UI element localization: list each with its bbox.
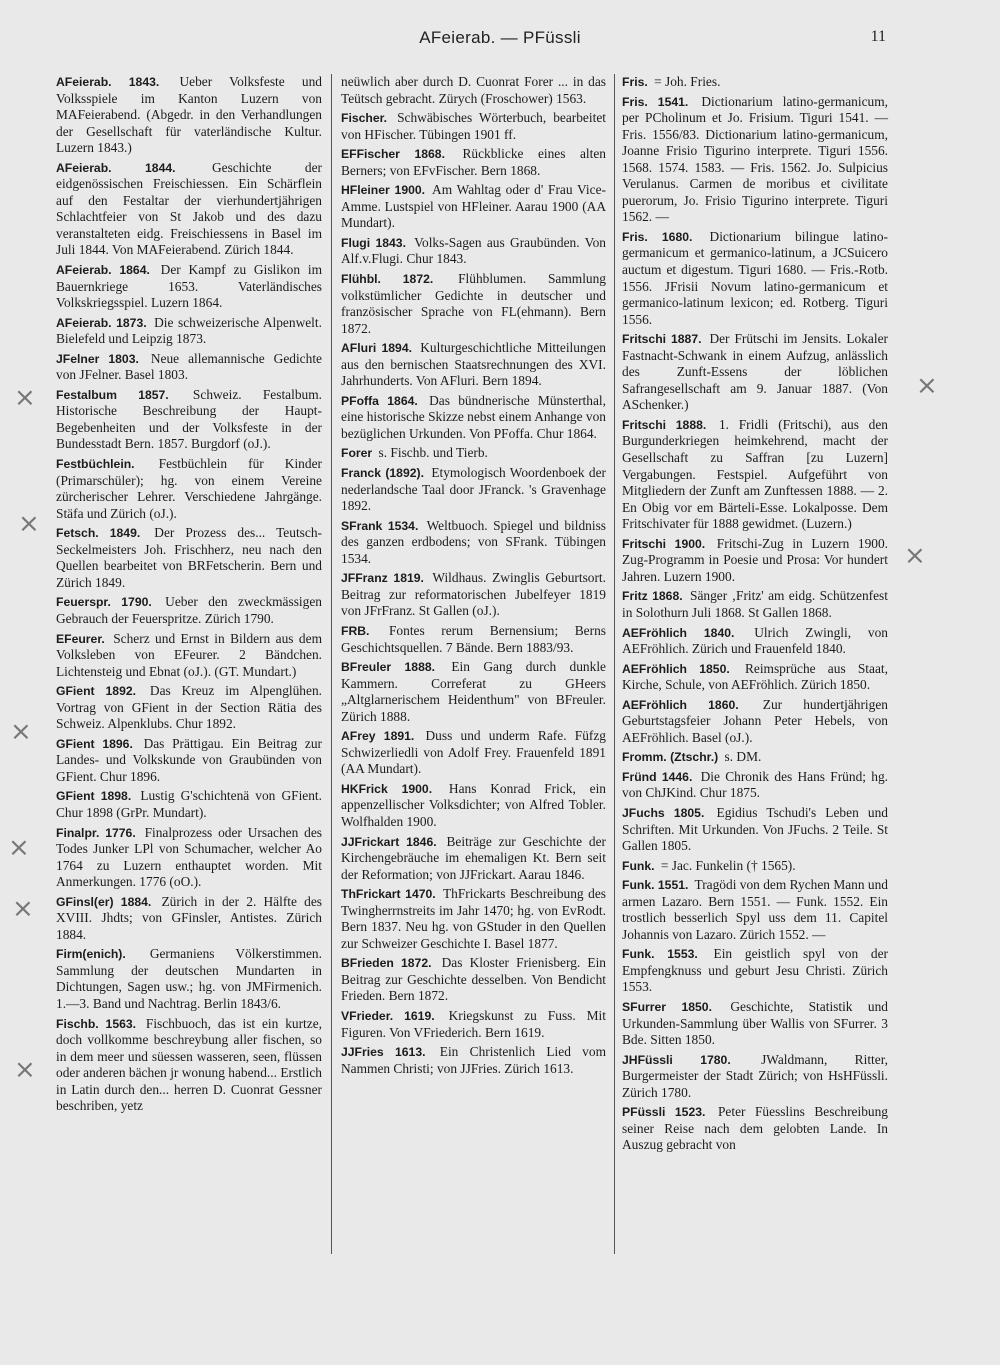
entry-abbreviation: EFFischer 1868. <box>341 147 445 162</box>
column-3 <box>622 74 888 1157</box>
entry-abbreviation: Fromm. (Ztschr.) <box>622 750 719 765</box>
entry-abbreviation: Festbüchlein. <box>56 457 135 472</box>
bibliography-entry <box>622 229 888 328</box>
bibliography-entry <box>341 518 606 568</box>
bibliography-entry <box>622 697 888 747</box>
entry-description: Der Prozess des... Teutsch-Seckelmeisters Joh. Frischherz, neu nach den Quellen bearbeitet von BRFetscherin. Bern und Zürich 1849. <box>56 525 322 590</box>
bibliography-entry <box>622 331 888 414</box>
entry-abbreviation: VFrieder. 1619. <box>341 1008 435 1023</box>
entry-description: Kulturgeschichtliche Mitteilungen aus den bernischen Staatsrechnungen des XVI. Jahrhunderts. Von AFluri. Bern 1894. <box>341 340 606 389</box>
bibliography-entry <box>56 262 322 312</box>
entry-abbreviation: GFient 1896. <box>56 736 133 751</box>
continued-entry-text: neüwlich aber durch D. Cuonrat Forer ... in das Teütsch gebracht. Zürych (Froschower) 1563. <box>341 74 606 106</box>
pencil-mark: ⨯ <box>916 370 938 400</box>
entry-description: Ulrich Zwingli, von AEFröhlich. Zürich und Frauenfeld 1840. <box>622 624 888 657</box>
entry-abbreviation: Fetsch. 1849. <box>56 526 141 541</box>
entry-description: Der Frütschi im Jensits. Lokaler Fastnacht-Schwank in einem Aufzug, anlässlich des Zunft-Essens der löblichen Safrangesellschaft am 9. Januar 1887. (Von ASchenker.) <box>622 331 888 413</box>
entry-description: Ein Christenlich Lied vom Nammen Christi; von JJFries. Zürich 1613. <box>341 1044 606 1076</box>
entry-description: Das bündnerische Münsterthal, eine historische Skizze nebst einem Anhange von bezüglichen Urkunden. Von PFoffa. Chur 1864. <box>341 392 606 441</box>
column-divider <box>614 74 615 1254</box>
entry-abbreviation: BFrieden 1872. <box>341 956 432 971</box>
entry-description: Das Kloster Frienisberg. Ein Beitrag zur Geschichte desselben. Von Bendicht Frieden. Bern 1872. <box>341 955 606 1004</box>
bibliography-entry <box>56 788 322 821</box>
entry-description: Geschichte der eidgenössischen Freischiessen. Ein Schärflein auf den Festaltar der vierhundertjährigen Schlachtfeier von St Jakob und des dazu veranstalteten eidg. Freischiessens in Basel im Juli 1844. Von MAFeierabend. Zürich 1844. <box>56 159 322 258</box>
pencil-mark: ⨯ <box>18 508 40 538</box>
entry-description: Reimsprüche aus Staat, Kirche, Schule, von AEFröhlich. Zürich 1850. <box>622 660 888 693</box>
bibliography-entry <box>56 736 322 786</box>
bibliography-entry <box>622 946 888 996</box>
entry-abbreviation: Feuerspr. 1790. <box>56 595 152 610</box>
entry-abbreviation: JHFüssli 1780. <box>622 1052 731 1067</box>
entry-abbreviation: AFeierab. 1873. <box>56 315 147 330</box>
bibliography-entry <box>622 94 888 226</box>
bibliography-entry <box>622 1052 888 1102</box>
entry-abbreviation: JFuchs 1805. <box>622 805 705 820</box>
entry-abbreviation: Fründ 1446. <box>622 769 693 784</box>
entry-description: Tragödi von dem Rychen Mann und armen Lazaro. Bern 1551. — Funk. 1552. Ein trostlich besserlich Spyl uss dem 11. Capitel Johannis von Lazaro. Zürich 1552. — <box>622 877 888 942</box>
entry-abbreviation: Flühbl. 1872. <box>341 272 434 287</box>
entry-abbreviation: JJFrickart 1846. <box>341 834 437 849</box>
entry-abbreviation: AFeierab. 1864. <box>56 263 150 278</box>
bibliography-entry <box>341 659 606 725</box>
entry-abbreviation: Fris. <box>622 75 648 89</box>
bibliography-entry <box>56 825 322 891</box>
entry-description: Dictionarium bilingue latino-germanicum et germanico-latinum, a JCSuicero auctum et digestum. Tiguri 1680. — Fris.-Rotb. 1556. JFrisii Novum latino-germanicum et germanico-latinum lexicon; ed. Rotberg. Tiguri 1556. <box>622 228 889 327</box>
entry-abbreviation: AFluri 1894. <box>341 341 412 356</box>
entry-abbreviation: JJFries 1613. <box>341 1045 426 1060</box>
entry-abbreviation: Fritschi 1887. <box>622 332 702 347</box>
bibliography-entry <box>622 805 888 855</box>
entry-description: JWaldmann, Ritter, Burgermeister der Stadt Zürich; von HsHFüssli. Zürich 1780. <box>622 1051 888 1100</box>
bibliography-entry <box>622 417 888 533</box>
entry-abbreviation: AFeierab. 1844. <box>56 160 176 175</box>
running-header: AFeierab. — PFüssli <box>419 28 581 47</box>
bibliography-entry <box>622 858 888 875</box>
entry-description: Rückblicke eines alten Berners; von EFvFischer. Bern 1868. <box>341 146 606 178</box>
entry-abbreviation: Festalbum 1857. <box>56 387 169 402</box>
entry-description: = Joh. Fries. <box>654 74 721 89</box>
page-number: 11 <box>870 28 886 45</box>
bibliography-entry <box>56 456 322 522</box>
bibliography-entry <box>56 1016 322 1115</box>
bibliography-entry <box>341 182 606 232</box>
bibliography-entry <box>56 894 322 944</box>
entry-abbreviation: HKFrick 1900. <box>341 781 433 796</box>
pencil-mark: ⨯ <box>904 540 926 570</box>
bibliography-entry <box>341 146 606 179</box>
entry-abbreviation: GFinsl(er) 1884. <box>56 894 152 909</box>
pencil-mark: ⨯ <box>14 382 36 412</box>
entry-abbreviation: Finalpr. 1776. <box>56 825 136 840</box>
pencil-mark: ⨯ <box>10 716 32 746</box>
bibliography-entry <box>341 623 606 656</box>
entry-abbreviation: GFient 1898. <box>56 789 132 804</box>
bibliography-entry <box>622 536 888 586</box>
entry-description: Schwäbisches Wörterbuch, bearbeitet von HFischer. Tübingen 1901 ff. <box>341 110 606 142</box>
column-2 <box>341 74 606 1080</box>
entry-abbreviation: AFeierab. 1843. <box>56 75 160 89</box>
entry-description: Fritschi-Zug in Luzern 1900. Zug-Programm in Poesie und Prosa: Vor hundert Jahren. Luzern 1900. <box>622 535 889 584</box>
entry-description: Duss und underm Rafe. Füfzg Schwizerliedli von Adolf Frey. Frauenfeld 1891 (AA Mundart). <box>341 728 606 777</box>
bibliography-entry <box>56 160 322 259</box>
bibliography-entry <box>341 781 606 831</box>
entry-description: Schweiz. Festalbum. Historische Beschreibung der Haupt-Begebenheiten und der Volksfeste in der Bundesstadt Bern. 1857. Burgdorf (oJ.). <box>56 386 322 452</box>
entry-description: Zur hundertjährigen Geburtstagsfeier Johann Peter Hebels, von AEFröhlich. Basel (oJ.). <box>622 696 888 745</box>
bibliography-entry <box>341 465 606 515</box>
entry-description: Neue allemannische Gedichte von JFelner. Basel 1803. <box>56 350 322 383</box>
entry-description: Flühblumen. Sammlung volkstümlicher Gedichte in deutscher und französischer Sprache von FL(ehmann). Bern 1872. <box>341 271 606 336</box>
bibliography-entry <box>622 877 888 943</box>
entry-abbreviation: PFoffa 1864. <box>341 393 418 408</box>
entry-description: Volks-Sagen aus Graubünden. Von Alf.v.Flugi. Chur 1843. <box>341 234 606 267</box>
entry-description: Peter Füesslins Beschreibung seiner Reise nach dem gelobten Lande. In Auszug gebracht von <box>622 1104 888 1153</box>
bibliography-entry <box>622 74 888 91</box>
entry-description: Ueber den zweckmässigen Gebrauch der Feuerspritze. Zürich 1790. <box>56 594 322 626</box>
bibliography-entry <box>341 235 606 268</box>
entry-description: Zürich in der 2. Hälfte des XVIII. Jhdts; von GFinsler, Antistes. Zürich 1884. <box>56 893 323 942</box>
entry-abbreviation: Fris. 1680. <box>622 229 693 244</box>
entry-description: Am Wahltag oder d' Frau Vice-Amme. Lustspiel von HFleiner. Aarau 1900 (AA Mundart). <box>341 182 606 231</box>
entry-abbreviation: Fris. 1541. <box>622 94 689 109</box>
entry-abbreviation: GFient 1892. <box>56 684 137 699</box>
entry-abbreviation: JFelner 1803. <box>56 351 139 366</box>
entry-abbreviation: Forer <box>341 446 373 461</box>
entry-description: Lustig G'schichtenä von GFient. Chur 1898 (GrPr. Mundart). <box>56 788 322 820</box>
entry-abbreviation: Fritschi 1888. <box>622 417 707 432</box>
bibliography-entry <box>622 625 888 658</box>
entry-abbreviation: AEFröhlich 1850. <box>622 661 730 676</box>
entry-description: Die schweizerische Alpenwelt. Bielefeld und Leipzig 1873. <box>56 314 322 347</box>
entry-description: s. Fischb. und Tierb. <box>378 445 488 461</box>
entry-abbreviation: PFüssli 1523. <box>622 1105 706 1120</box>
bibliography-entry <box>341 1044 606 1077</box>
bibliography-entry <box>341 1008 606 1041</box>
bibliography-entry <box>56 594 322 627</box>
bibliography-entry <box>341 728 606 778</box>
bibliography-entry <box>56 351 322 384</box>
entry-abbreviation: Fritschi 1900. <box>622 536 706 551</box>
bibliography-entry <box>56 74 322 157</box>
entry-description: Das Kreuz im Alpenglühen. Vortrag von GFient in der Section Rätia des Schweiz. Alpenklubs. Chur 1892. <box>56 683 322 732</box>
entry-description: Ein Gang durch dunkle Kammern. Correferat zu GHeers „Altglarnerischem Heidenthum" von BFreuler. Zürich 1888. <box>341 659 606 724</box>
pencil-mark: ⨯ <box>12 893 34 923</box>
bibliography-entry <box>56 683 322 733</box>
entry-abbreviation: Fischb. 1563. <box>56 1016 137 1031</box>
entry-description: ThFrickarts Beschreibung des Twingherrnstreits im Jahr 1470; hg. von EvRodt. Bern 1837. Neu hg. von GStuder in den Quellen zur Schweizer Geschichte I. Basel 1877. <box>341 886 606 951</box>
bibliography-entry <box>622 749 888 766</box>
entry-description: Sänger ‚Fritz' am eidg. Schützenfest in Solothurn Juli 1868. St Gallen 1868. <box>622 588 888 620</box>
bibliography-entry <box>341 834 606 884</box>
entry-abbreviation: Funk. 1551. <box>622 878 689 893</box>
bibliography-entry <box>341 445 606 462</box>
bibliography-entry <box>341 340 606 390</box>
entry-abbreviation: SFrank 1534. <box>341 518 419 533</box>
pencil-mark: ⨯ <box>8 832 30 862</box>
bibliography-entry <box>622 1104 888 1154</box>
entry-abbreviation: Fritz 1868. <box>622 589 683 604</box>
bibliography-entry <box>341 271 606 337</box>
entry-description: Fischbuoch, das ist ein kurtze, doch vollkomme beschreybung aller fischen, so in dem meer und süessen wasseren, seen, flüssen oder anderen bächen jr wonung habend... Erstlich in Latin durch den... herren D. Cuonrat Gessner beschriben, yetz <box>56 1015 322 1114</box>
entry-description: Weltbuoch. Spiegel und bildniss des ganzen erdbodens; von SFrank. Tübingen 1534. <box>341 517 606 566</box>
entry-description: s. DM. <box>724 749 762 765</box>
entry-description: Geschichte, Statistik und Urkunden-Sammlung über Wallis von SFurrer. 3 Bde. Sitten 1850. <box>622 998 888 1048</box>
entry-description: Finalprozess oder Ursachen des Todes Junker LPl von Schumacher, welcher Ao 1764 zu Luzern enthauptet worden. Mit Anmerkungen. 1776 (oO.). <box>56 824 322 890</box>
entry-description: Fontes rerum Bernensium; Berns Geschichtsquellen. 7 Bände. Bern 1883/93. <box>341 622 606 655</box>
entry-abbreviation: JFFranz 1819. <box>341 571 424 586</box>
bibliography-entry <box>341 886 606 952</box>
bibliography-entry <box>622 661 888 694</box>
entry-abbreviation: FRB. <box>341 623 370 638</box>
entry-description: Der Kampf zu Gislikon im Bauernkriege 1653. Vaterländisches Volkskriegsspiel. Luzern 1864. <box>56 262 322 311</box>
entry-description: Kriegskunst zu Fuss. Mit Figuren. Von VFriederich. Bern 1619. <box>341 1007 606 1040</box>
entry-description: = Jac. Funkelin († 1565). <box>660 857 796 873</box>
bibliography-entry <box>341 110 606 143</box>
entry-description: Etymologisch Woordenboek der nederlandsche Taal door JFranck. 's Gravenhage 1892. <box>341 465 607 514</box>
entry-description: Scherz und Ernst in Bildern aus dem Volksleben von EFeurer. 2 Bändchen. Lichtensteig und Ebnat (oJ.). (GT. Mundart.) <box>56 630 322 679</box>
entry-description: Ein geistlich spyl von der Empfengknuss und geburt Jesu Christi. Zürich 1553. <box>622 946 888 995</box>
entry-abbreviation: AFrey 1891. <box>341 729 415 744</box>
entry-description: 1. Fridli (Fritschi), aus den Burgunderkriegen heimkehrend, macht der Gesellschaft zu Saffran [zu Luzern] Vergabungen. Festspiel. Aufgeführt von Mitgliedern der Zunft am Zunftessen 1888. — 2. En Obig vor em Bärteli-Esse. Lokalposse. Dem Fritschivater für 1888 gewidmet. (Luzern.) <box>622 416 888 532</box>
entry-abbreviation: Flugi 1843. <box>341 235 406 250</box>
entry-abbreviation: AEFröhlich 1860. <box>622 697 739 712</box>
entry-abbreviation: EFeurer. <box>56 631 105 646</box>
entry-description: Die Chronik des Hans Fründ; hg. von ChJKind. Chur 1875. <box>622 768 888 801</box>
bibliography-entry <box>56 631 322 681</box>
entry-description: Das Prättigau. Ein Beitrag zur Landes- und Volkskunde von Graubünden von GFient. Chur 1896. <box>56 735 323 784</box>
entry-abbreviation: Funk. <box>622 858 655 873</box>
bibliography-entry <box>56 387 322 453</box>
bibliography-entry <box>341 393 606 443</box>
entry-abbreviation: SFurrer 1850. <box>622 999 712 1014</box>
entry-description: Festbüchlein für Kinder (Primarschüler); hg. von einem Vereine zürcherischer Lehrer. Verschiedene Jahrgänge. Stäfa und Zürich (oJ.). <box>56 456 322 521</box>
entry-description: Egidius Tschudi's Leben und Schriften. Mit Urkunden. Von JFuchs. 2 Teile. St Gallen 1805. <box>622 804 888 854</box>
bibliography-entry <box>622 999 888 1049</box>
bibliography-entry <box>341 570 606 620</box>
entry-description: Wildhaus. Zwinglis Geburtsort. Beitrag zur reformatorischen Jubelfeyer 1819 von JFrFranz. St Gallen (oJ.). <box>341 570 607 619</box>
column-1 <box>56 74 322 1118</box>
entry-abbreviation: BFreuler 1888. <box>341 660 436 675</box>
bibliography-entry <box>622 588 888 621</box>
entry-description: Germaniens Völkerstimmen. Sammlung der deutschen Mundarten in Dichtungen, Sagen usw.; hg. von JMFirmenich. 1.—3. Band und Nachtrag. Berlin 1843/6. <box>56 946 322 1011</box>
entry-description: Beiträge zur Geschichte der Kirchengebräuche im ehemaligen Kt. Bern seit der Reformation; von JJFrickart. Aarau 1846. <box>341 833 606 882</box>
entry-abbreviation: Firm(enich). <box>56 947 126 962</box>
entry-abbreviation: Franck (1892). <box>341 466 424 481</box>
entry-description: Ueber Volksfeste und Volksspiele im Kanton Luzern von MAFeierabend. (Abgedr. in den Verhandlungen der Gesellschaft für vaterländische Kultur. Luzern 1843.) <box>56 74 322 156</box>
entry-abbreviation: Fischer. <box>341 111 388 126</box>
bibliography-entry <box>622 769 888 802</box>
bibliography-entry <box>56 315 322 348</box>
entry-description: Dictionarium latino-germanicum, per PCholinum et Jo. Frisium. Tiguri 1541. — Fris. 1556/83. Dictionarium latino-germanicum, Joanne Frisio Tigurino interprete. Tiguri 1556. 1568. 1574. 1583. — Fris. 1562. Jo. Sulpicius Verulanus. Carmen de moribus et civilitate puerorum, Jo. Frisio Tigurino interprete. Tiguri 1562. — <box>622 93 888 225</box>
entry-abbreviation: Funk. 1553. <box>622 947 698 962</box>
column-divider <box>331 74 332 1254</box>
entry-abbreviation: AEFröhlich 1840. <box>622 625 735 640</box>
bibliography-entry <box>56 525 322 591</box>
entry-description: Hans Konrad Frick, ein appenzellischer Volksdichter; von Alfred Tobler. Wolfhalden 1900. <box>341 780 606 829</box>
entry-abbreviation: ThFrickart 1470. <box>341 887 436 902</box>
pencil-mark: ⨯ <box>14 1054 36 1084</box>
bibliography-entry <box>56 946 322 1012</box>
bibliography-entry <box>341 955 606 1005</box>
entry-abbreviation: HFleiner 1900. <box>341 183 426 198</box>
